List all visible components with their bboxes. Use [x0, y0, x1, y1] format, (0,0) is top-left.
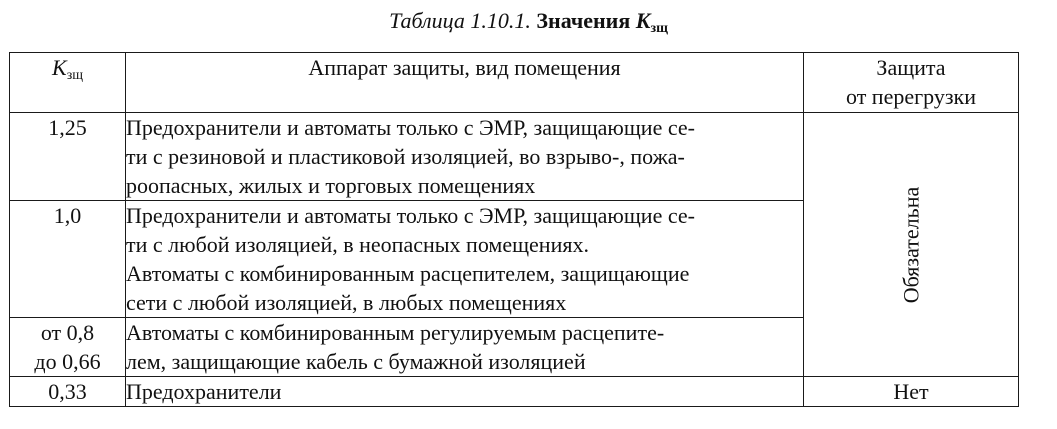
header-row — [10, 53, 1019, 113]
k-value: 1,25 — [48, 115, 87, 140]
description-line: Автоматы с комбинированным регулируемым расцепите- — [126, 320, 665, 345]
header-protection — [804, 53, 1019, 113]
table-caption — [0, 6, 1057, 44]
k-value: до 0,66 — [34, 349, 101, 374]
header-k — [10, 53, 126, 113]
k-value-cell — [10, 377, 126, 407]
caption-symbol-letter: K — [635, 8, 651, 33]
k-value-cell — [10, 113, 126, 201]
caption-symbol-subscript: зщ — [650, 21, 668, 36]
header-protection-line2: от перегрузки — [845, 84, 976, 109]
table-row — [10, 113, 1019, 201]
description-line: лем, защищающие кабель с бумажной изоляцией — [126, 349, 586, 374]
description-line: ти с любой изоляцией, в неопасных помещениях. — [126, 232, 589, 257]
description-line: Автоматы с комбинированным расцепителем, защищающие — [126, 261, 690, 286]
header-k-subscript: зщ — [66, 68, 83, 83]
k-value: 0,33 — [48, 379, 87, 404]
apparatus-cell — [126, 113, 804, 201]
k-value: от 0,8 — [40, 320, 95, 345]
apparatus-cell — [126, 318, 804, 377]
k-value-cell — [10, 318, 126, 377]
description-line: Предохранители и автоматы только с ЭМР, защищающие се- — [126, 115, 695, 140]
k-value-cell — [10, 201, 126, 318]
apparatus-cell — [126, 377, 804, 407]
table-row — [10, 377, 1019, 407]
protection-required-cell — [804, 113, 1019, 377]
caption-title: Значения — [536, 8, 631, 33]
caption-table-number: Таблица 1.10.1. — [389, 8, 531, 33]
header-k-symbol: K — [52, 55, 67, 80]
k-value: 1,0 — [53, 203, 82, 228]
caption-symbol — [635, 8, 668, 36]
apparatus-cell — [126, 201, 804, 318]
header-protection-line1: Защита — [876, 55, 946, 80]
protection-required-text: Обязательна — [898, 186, 924, 303]
description-line: Предохранители — [126, 379, 282, 404]
protection-not-required-cell: Нет — [804, 377, 1019, 407]
description-line: роопасных, жилых и торговых помещениях — [126, 173, 536, 198]
description-line: сети с любой изоляцией, в любых помещениях — [126, 290, 567, 315]
description-line: Предохранители и автоматы только с ЭМР, защищающие се- — [126, 203, 695, 228]
coefficient-table — [9, 52, 1019, 407]
header-apparatus: Аппарат защиты, вид помещения — [126, 53, 804, 113]
description-line: ти с резиновой и пластиковой изоляцией, во взрыво-, пожа- — [126, 144, 685, 169]
